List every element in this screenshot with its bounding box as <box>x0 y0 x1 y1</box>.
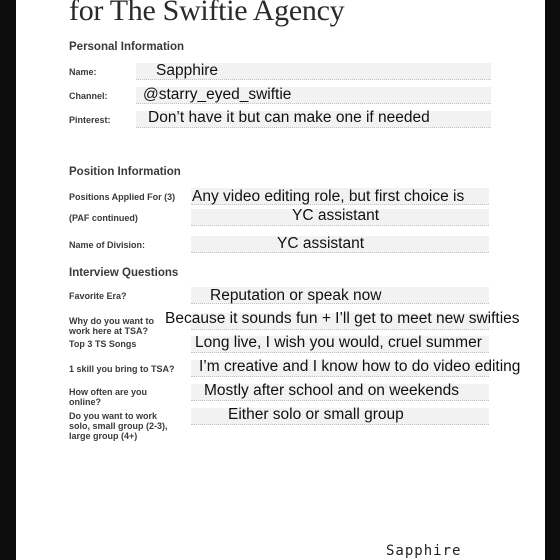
online-value: Mostly after school and on weekends <box>204 382 460 399</box>
group-value: Either solo or small group <box>228 406 404 423</box>
why-label-line-2: work here at TSA? <box>69 326 149 336</box>
group-label-line-1: Do you want to work <box>69 411 158 421</box>
division-value: YC assistant <box>277 235 365 252</box>
why-label-line-1: Why do you want to <box>69 316 154 326</box>
pinterest-value: Don’t have it but can make one if needed <box>148 109 430 126</box>
channel-value: @starry_eyed_swiftie <box>143 86 292 103</box>
group-label-line-2: solo, small group (2-3), <box>69 421 168 431</box>
name-value: Sapphire <box>156 62 219 79</box>
position-info-heading: Position Information <box>69 166 181 178</box>
name-label: Name: <box>69 67 97 77</box>
favorite-era-value: Reputation or speak now <box>210 287 382 304</box>
interview-heading: Interview Questions <box>69 267 179 279</box>
paf-continued-value: YC assistant <box>292 207 380 224</box>
top-songs-value: Long live, I wish you would, cruel summer <box>195 334 482 351</box>
positions-applied-label: Positions Applied For (3) <box>69 192 176 202</box>
division-label: Name of Division: <box>69 240 146 250</box>
document-title: for The Swiftie Agency <box>69 0 345 27</box>
favorite-era-label: Favorite Era? <box>69 291 127 301</box>
channel-label: Channel: <box>69 91 108 101</box>
personal-info-heading: Personal Information <box>69 41 185 53</box>
signature: Sapphire <box>386 543 462 559</box>
right-dark-edge <box>545 0 560 560</box>
pinterest-label: Pinterest: <box>69 115 111 125</box>
group-label-line-3: large group (4+) <box>69 431 138 441</box>
top-songs-label: Top 3 TS Songs <box>69 339 137 349</box>
skill-label: 1 skill you bring to TSA? <box>69 364 175 374</box>
why-value: Because it sounds fun + I’ll get to meet new swifties <box>165 310 520 327</box>
online-label-line-1: How often are you <box>69 387 148 397</box>
paf-continued-label: (PAF continued) <box>69 213 138 223</box>
application-sheet <box>16 0 545 560</box>
positions-applied-value: Any video editing role, but first choice is <box>192 188 465 205</box>
left-dark-edge <box>0 0 16 560</box>
skill-value: I’m creative and I know how to do video editing <box>199 358 521 375</box>
online-label-line-2: online? <box>69 397 101 407</box>
